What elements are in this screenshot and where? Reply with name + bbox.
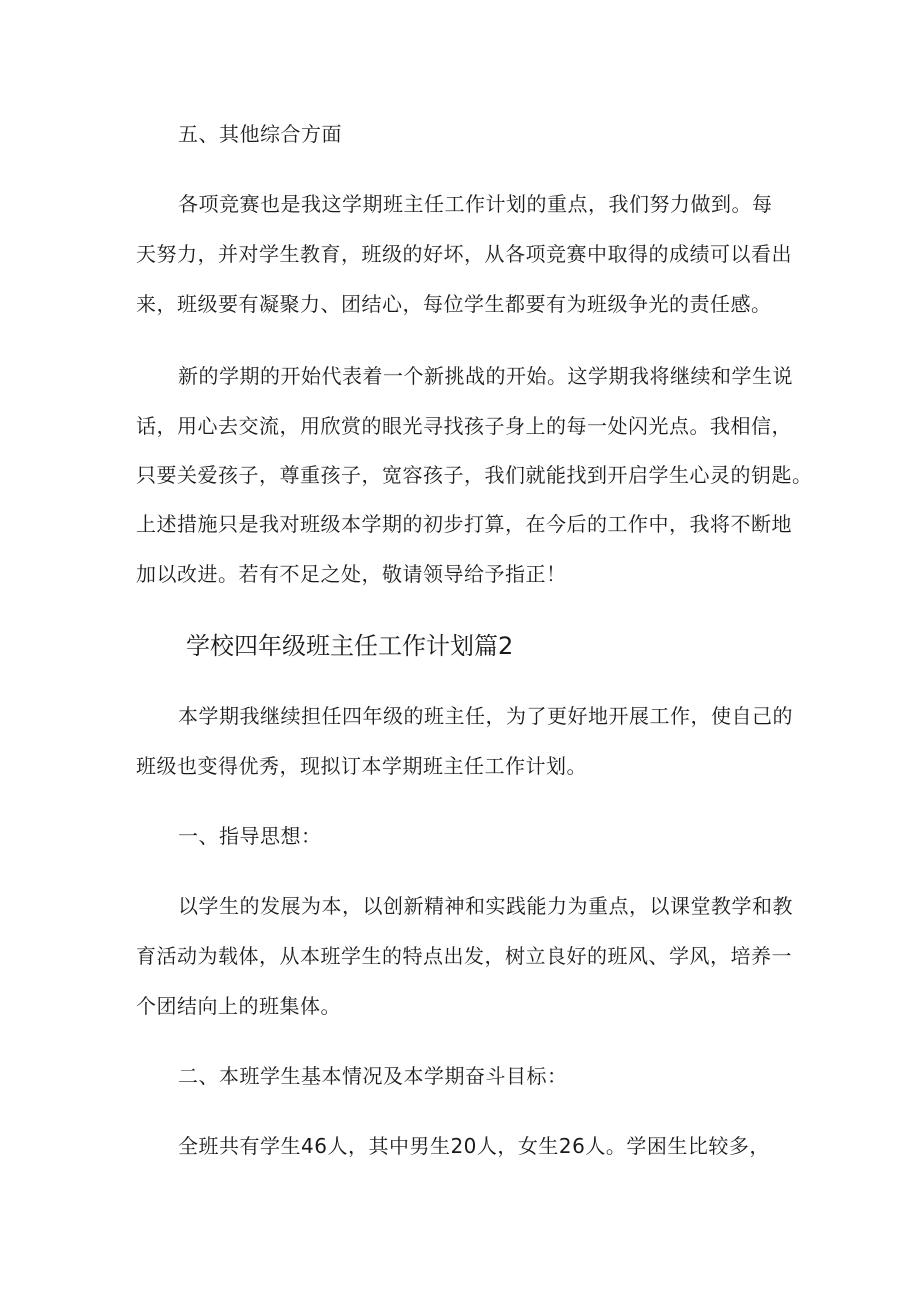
part-title: 学校四年级班主任工作计划篇2 xyxy=(186,632,514,660)
paragraph-line: 个团结向上的班集体。 xyxy=(136,994,341,1018)
paragraph-line: 全班共有学生46人，其中男生20人，女生26人。学困生比较多， xyxy=(178,1134,770,1158)
paragraph-line: 育活动为载体，从本班学生的特点出发，树立良好的班风、学风，培养一 xyxy=(136,944,792,968)
paragraph-line: 以学生的发展为本，以创新精神和实践能力为重点，以课堂教学和教 xyxy=(178,894,793,918)
paragraph-line: 本学期我继续担任四年级的班主任，为了更好地开展工作，使自己的 xyxy=(178,704,793,728)
paragraph-line: 班级也变得优秀，现拟订本学期班主任工作计划。 xyxy=(136,754,587,778)
paragraph-line: 来，班级要有凝聚力、团结心，每位学生都要有为班级争光的责任感。 xyxy=(136,292,772,316)
paragraph-line: 上述措施只是我对班级本学期的初步打算，在今后的工作中，我将不断地 xyxy=(136,512,792,536)
paragraph-line: 各项竞赛也是我这学期班主任工作计划的重点，我们努力做到。每 xyxy=(178,192,773,216)
paragraph-line: 新的学期的开始代表着一个新挑战的开始。这学期我将继续和学生说 xyxy=(178,364,793,388)
paragraph-line: 天努力，并对学生教育，班级的好坏，从各项竞赛中取得的成绩可以看出 xyxy=(136,242,792,266)
section-heading-1: 一、指导思想： xyxy=(178,824,322,848)
paragraph-line: 话，用心去交流，用欣赏的眼光寻找孩子身上的每一处闪光点。我相信， xyxy=(136,414,792,438)
section-heading-2: 二、本班学生基本情况及本学期奋斗目标： xyxy=(178,1064,568,1088)
section-heading-5: 五、其他综合方面 xyxy=(178,122,342,146)
paragraph-line: 只要关爱孩子，尊重孩子，宽容孩子，我们就能找到开启学生心灵的钥匙。 xyxy=(136,463,813,487)
paragraph-line: 加以改进。若有不足之处，敬请领导给予指正！ xyxy=(136,562,567,586)
